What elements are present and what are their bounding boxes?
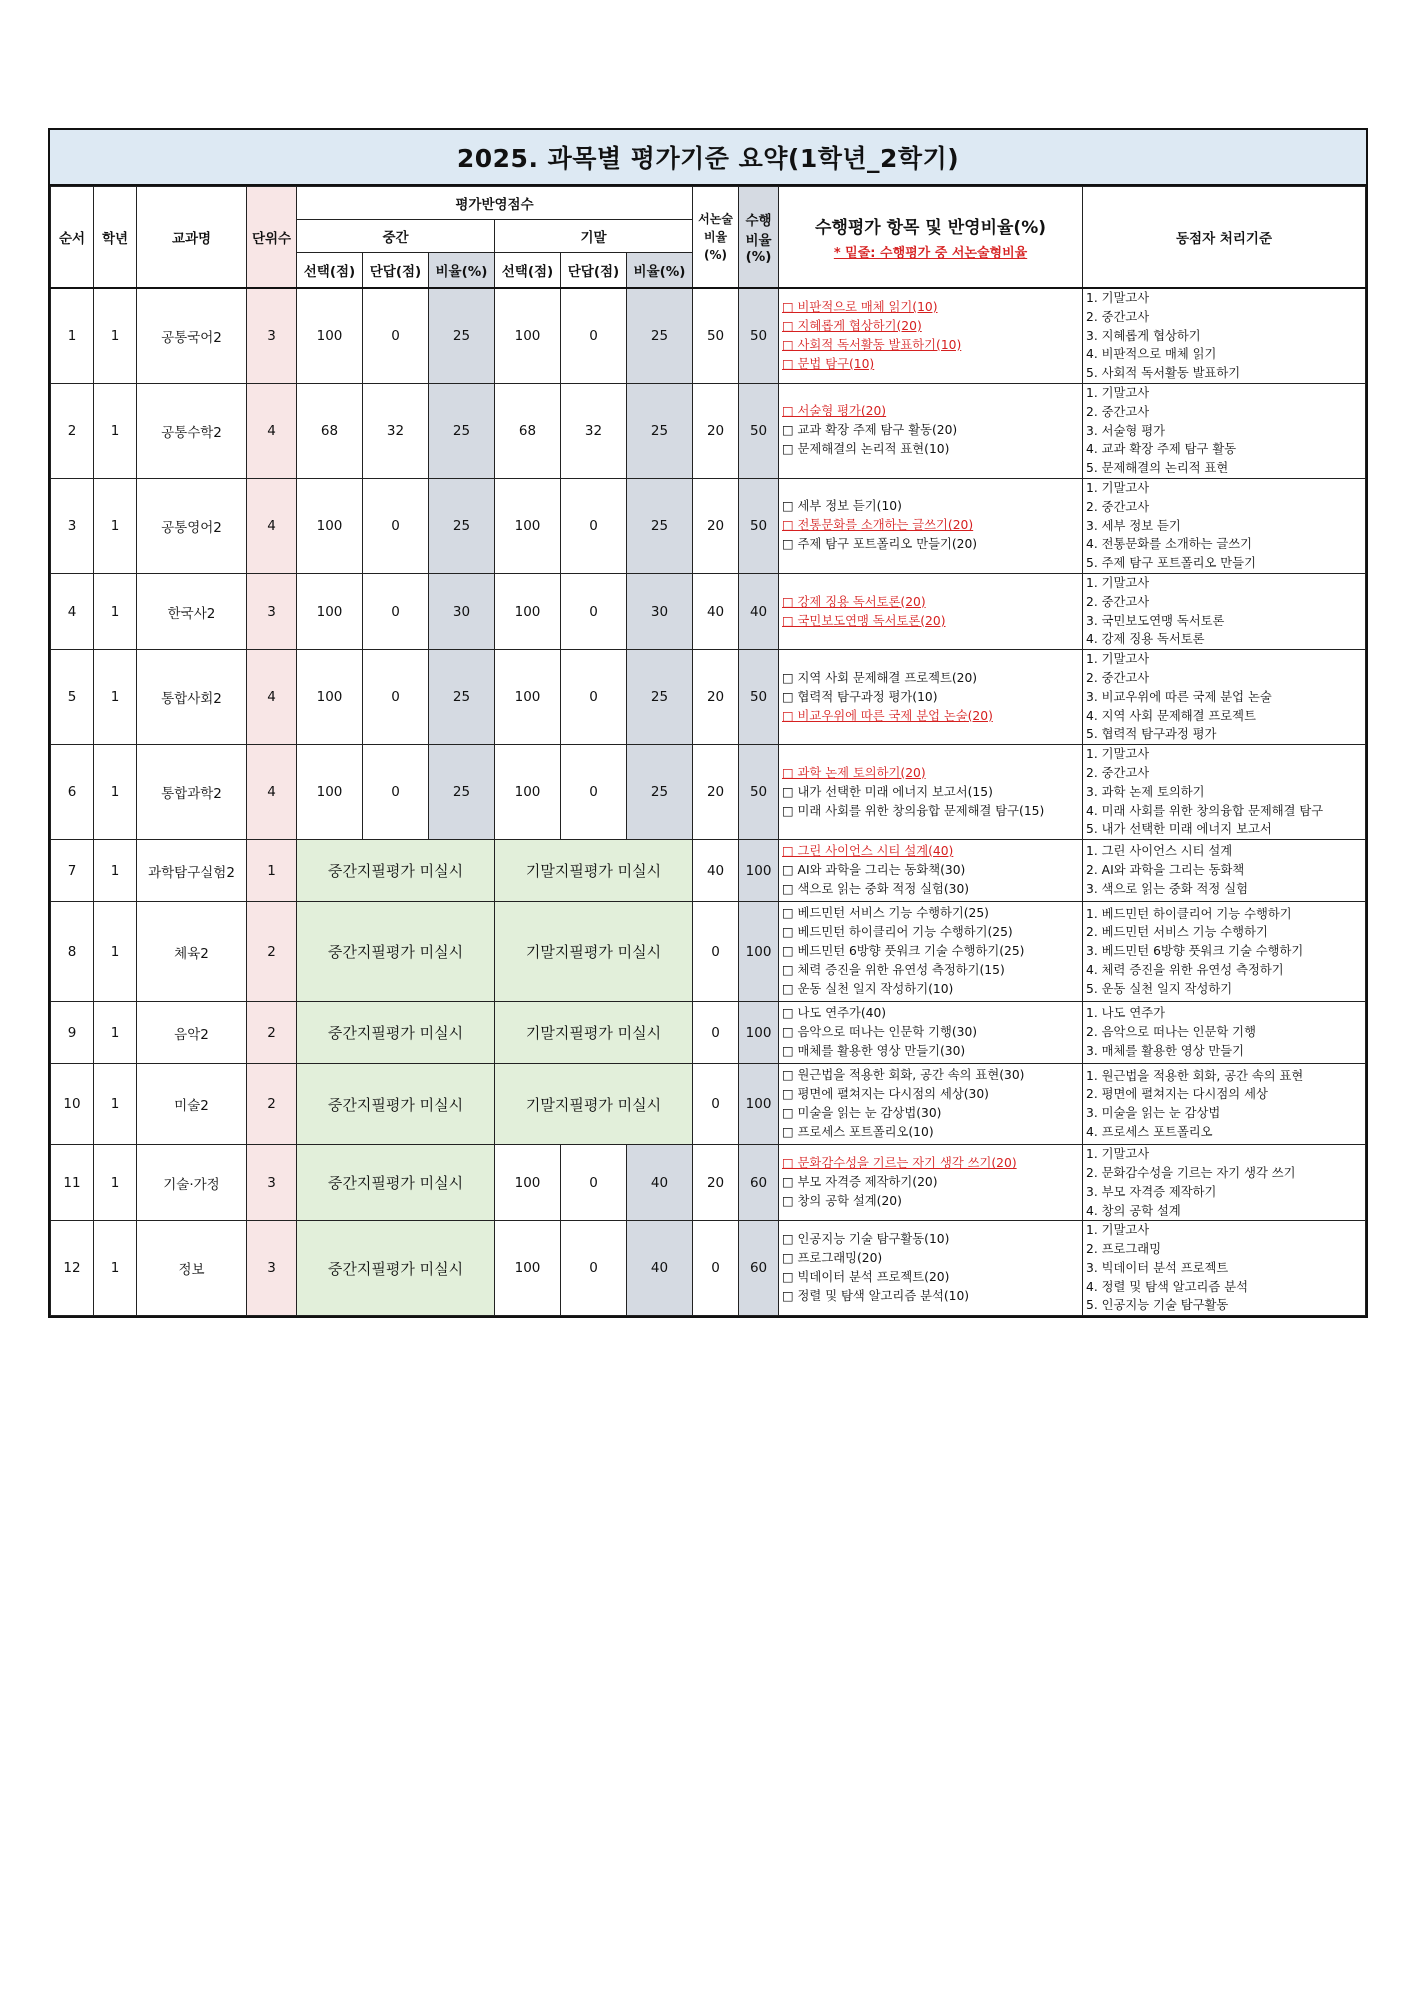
cell-essay-ratio: 0 [693, 1064, 739, 1145]
tie-rule-item: 3. 과학 논제 토의하기 [1086, 784, 1205, 799]
tie-rule-item: 4. 교과 확장 주제 탐구 활동 [1086, 442, 1237, 457]
cell-grade: 1 [94, 383, 137, 478]
cell-perf-ratio: 100 [739, 840, 779, 902]
cell-subject: 음악2 [137, 1002, 247, 1064]
cell-perf-ratio: 50 [739, 478, 779, 573]
cell-grade: 1 [94, 1002, 137, 1064]
perf-item: □ 평면에 펼쳐지는 다시점의 세상(30) [782, 1087, 989, 1102]
tie-rule-item: 4. 전통문화를 소개하는 글쓰기 [1086, 537, 1253, 552]
tie-rule-item: 2. 중간고사 [1086, 404, 1150, 419]
cell-tie-rule [1083, 902, 1366, 1002]
cell-fin-ratio: 25 [627, 288, 693, 383]
perf-item: □ 사회적 독서활동 발표하기(10) [782, 337, 962, 352]
cell-subject: 정보 [137, 1221, 247, 1316]
cell-mid-short: 0 [363, 745, 429, 840]
table-row [51, 573, 1366, 649]
cell-order: 5 [51, 650, 94, 745]
cell-tie-rule [1083, 1064, 1366, 1145]
header-units: 단위수 [247, 187, 297, 289]
tie-rule-item: 3. 색으로 읽는 중화 적정 실험 [1086, 882, 1248, 896]
cell-perf-ratio: 100 [739, 1064, 779, 1145]
perf-item: □ 베드민턴 6방향 풋워크 기술 수행하기(25) [782, 944, 1025, 959]
cell-perf-ratio: 60 [739, 1221, 779, 1316]
tie-rule-item: 2. 중간고사 [1086, 670, 1150, 685]
tie-rule-item: 2. 베드민턴 서비스 기능 수행하기 [1086, 925, 1268, 940]
tie-rule-item: 1. 나도 연주가 [1086, 1006, 1165, 1021]
perf-item: □ 색으로 읽는 중화 적정 실험(30) [782, 882, 970, 897]
perf-item: □ 교과 확장 주제 탐구 활동(20) [782, 423, 958, 438]
tie-rule-item: 3. 지혜롭게 협상하기 [1086, 328, 1201, 343]
cell-fin-ratio: 40 [627, 1221, 693, 1316]
cell-order: 7 [51, 840, 94, 902]
cell-order: 11 [51, 1145, 94, 1221]
cell-fin-ratio: 25 [627, 650, 693, 745]
table-row [51, 840, 1366, 902]
tie-rule-item: 3. 매체를 활용한 영상 만들기 [1086, 1044, 1245, 1058]
cell-tie-rule [1083, 478, 1366, 573]
cell-final-note: 기말지필평가 미실시 [495, 1064, 693, 1145]
cell-perf-ratio: 50 [739, 745, 779, 840]
cell-fin-short: 0 [561, 478, 627, 573]
tie-rule-item: 3. 부모 자격증 제작하기 [1086, 1184, 1217, 1199]
table-row [51, 1002, 1366, 1064]
cell-units: 3 [247, 288, 297, 383]
tie-rule-item: 2. 음악으로 떠나는 인문학 기행 [1086, 1025, 1256, 1040]
header-perf-items: 수행평가 항목 및 반영비율(%) * 밑줄: 수행평가 중 서논술형비율 [779, 187, 1083, 289]
tie-rule-item: 1. 원근법을 적용한 회화, 공간 속의 표현 [1086, 1068, 1304, 1083]
cell-fin-short: 0 [561, 650, 627, 745]
cell-perf-items [779, 840, 1083, 902]
tie-rule-item: 4. 프로세스 포트폴리오 [1086, 1124, 1213, 1139]
tie-rule-item: 2. 중간고사 [1086, 499, 1150, 514]
cell-tie-rule [1083, 650, 1366, 745]
cell-subject: 체육2 [137, 902, 247, 1002]
cell-order: 12 [51, 1221, 94, 1316]
cell-perf-items [779, 1002, 1083, 1064]
cell-fin-choice: 100 [495, 650, 561, 745]
cell-mid-choice: 100 [297, 478, 363, 573]
perf-item: □ 부모 자격증 제작하기(20) [782, 1175, 938, 1190]
tie-rule-item: 2. 프로그래밍 [1086, 1242, 1162, 1257]
tie-rule-item: 3. 빅데이터 분석 프로젝트 [1086, 1260, 1229, 1275]
tie-rule-item: 4. 비판적으로 매체 읽기 [1086, 347, 1217, 362]
tie-rule-item: 1. 기말고사 [1086, 385, 1150, 400]
evaluation-sheet [48, 128, 1368, 1318]
header-mid-ratio: 비율(%) [429, 253, 495, 289]
cell-perf-items [779, 650, 1083, 745]
cell-order: 6 [51, 745, 94, 840]
tie-rule-item: 4. 체력 증진을 위한 유연성 측정하기 [1086, 963, 1284, 977]
table-row [51, 288, 1366, 383]
tie-rule-item: 1. 기말고사 [1086, 291, 1150, 305]
cell-subject: 기술·가정 [137, 1145, 247, 1221]
tie-rule-item: 3. 서술형 평가 [1086, 423, 1165, 438]
tie-rule-item: 1. 기말고사 [1086, 1223, 1150, 1238]
header-midterm: 중간 [297, 220, 495, 253]
cell-tie-rule [1083, 1002, 1366, 1064]
perf-item: □ 비판적으로 매체 읽기(10) [782, 299, 938, 314]
perf-item: □ 지혜롭게 협상하기(20) [782, 318, 922, 333]
cell-grade: 1 [94, 1064, 137, 1145]
cell-mid-ratio: 30 [429, 573, 495, 649]
tie-rule-item: 1. 기말고사 [1086, 747, 1150, 762]
perf-item: □ 문법 탐구(10) [782, 356, 875, 371]
perf-item: □ 미래 사회를 위한 창의융합 문제해결 탐구(15) [782, 803, 1045, 818]
cell-perf-items [779, 478, 1083, 573]
cell-fin-short: 0 [561, 745, 627, 840]
cell-fin-short: 0 [561, 288, 627, 383]
header-grade: 학년 [94, 187, 137, 289]
tie-rule-item: 1. 기말고사 [1086, 1147, 1150, 1162]
table-row [51, 478, 1366, 573]
header-final: 기말 [495, 220, 693, 253]
tie-rule-item: 1. 기말고사 [1086, 480, 1150, 495]
cell-fin-short: 32 [561, 383, 627, 478]
tie-rule-item: 3. 미술을 읽는 눈 감상법 [1086, 1106, 1221, 1121]
tie-rule-item: 2. 문화감수성을 기르는 자기 생각 쓰기 [1086, 1165, 1296, 1180]
table-row [51, 1064, 1366, 1145]
cell-tie-rule [1083, 1221, 1366, 1316]
cell-fin-choice: 100 [495, 573, 561, 649]
perf-item: □ 프로세스 포트폴리오(10) [782, 1125, 934, 1140]
cell-perf-items [779, 1064, 1083, 1145]
cell-essay-ratio: 50 [693, 288, 739, 383]
cell-mid-short: 0 [363, 573, 429, 649]
cell-perf-ratio: 50 [739, 383, 779, 478]
table-row [51, 650, 1366, 745]
cell-units: 4 [247, 745, 297, 840]
cell-grade: 1 [94, 650, 137, 745]
cell-perf-ratio: 100 [739, 902, 779, 1002]
cell-mid-choice: 100 [297, 573, 363, 649]
perf-item: □ 세부 정보 듣기(10) [782, 499, 902, 514]
tie-rule-item: 4. 강제 징용 독서토론 [1086, 632, 1205, 647]
table-row [51, 1145, 1366, 1221]
cell-fin-ratio: 25 [627, 478, 693, 573]
cell-fin-short: 0 [561, 573, 627, 649]
cell-perf-items [779, 383, 1083, 478]
perf-item: □ 음악으로 떠나는 인문학 기행(30) [782, 1025, 978, 1040]
cell-subject: 한국사2 [137, 573, 247, 649]
cell-subject: 공통영어2 [137, 478, 247, 573]
table-row [51, 383, 1366, 478]
tie-rule-item: 2. 평면에 펼쳐지는 다시점의 세상 [1086, 1087, 1268, 1102]
cell-midterm-note: 중간지필평가 미실시 [297, 840, 495, 902]
cell-perf-ratio: 60 [739, 1145, 779, 1221]
header-essay-ratio: 서논술 비율 (%) [693, 187, 739, 289]
cell-final-note: 기말지필평가 미실시 [495, 840, 693, 902]
cell-mid-choice: 68 [297, 383, 363, 478]
perf-item: □ 인공지능 기술 탐구활동(10) [782, 1232, 950, 1247]
cell-fin-ratio: 30 [627, 573, 693, 649]
tie-rule-item: 2. 중간고사 [1086, 765, 1150, 780]
perf-item: □ 프로그래밍(20) [782, 1251, 883, 1266]
cell-subject: 과학탐구실험2 [137, 840, 247, 902]
cell-tie-rule [1083, 288, 1366, 383]
perf-item: □ 국민보도연맹 독서토론(20) [782, 613, 946, 628]
tie-rule-item: 4. 지역 사회 문제해결 프로젝트 [1086, 708, 1256, 723]
cell-perf-ratio: 50 [739, 288, 779, 383]
cell-essay-ratio: 20 [693, 650, 739, 745]
cell-tie-rule [1083, 1145, 1366, 1221]
perf-item: □ 강제 징용 독서토론(20) [782, 594, 926, 609]
cell-units: 4 [247, 383, 297, 478]
cell-fin-choice: 100 [495, 288, 561, 383]
cell-units: 1 [247, 840, 297, 902]
header-mid-choice: 선택(점) [297, 253, 363, 289]
perf-item: □ 원근법을 적용한 회화, 공간 속의 표현(30) [782, 1068, 1025, 1083]
cell-essay-ratio: 20 [693, 745, 739, 840]
cell-perf-ratio: 100 [739, 1002, 779, 1064]
cell-tie-rule [1083, 745, 1366, 840]
perf-item: □ 정렬 및 탐색 알고리즘 분석(10) [782, 1289, 970, 1304]
cell-order: 2 [51, 383, 94, 478]
header-fin-ratio: 비율(%) [627, 253, 693, 289]
cell-fin-short: 0 [561, 1221, 627, 1316]
cell-essay-ratio: 40 [693, 573, 739, 649]
cell-essay-ratio: 20 [693, 478, 739, 573]
perf-item: □ 나도 연주가(40) [782, 1006, 887, 1021]
tie-rule-item: 2. 중간고사 [1086, 309, 1150, 324]
cell-midterm-note: 중간지필평가 미실시 [297, 1221, 495, 1316]
cell-essay-ratio: 0 [693, 1221, 739, 1316]
cell-perf-items [779, 1221, 1083, 1316]
cell-subject: 미술2 [137, 1064, 247, 1145]
tie-rule-item: 2. 중간고사 [1086, 594, 1150, 609]
cell-perf-items [779, 573, 1083, 649]
perf-item: □ 미술을 읽는 눈 감상법(30) [782, 1106, 942, 1121]
cell-units: 4 [247, 650, 297, 745]
cell-subject: 공통국어2 [137, 288, 247, 383]
cell-order: 10 [51, 1064, 94, 1145]
header-subject: 교과명 [137, 187, 247, 289]
cell-order: 9 [51, 1002, 94, 1064]
cell-units: 2 [247, 1002, 297, 1064]
cell-fin-ratio: 25 [627, 383, 693, 478]
perf-item: □ 과학 논제 토의하기(20) [782, 765, 926, 780]
perf-item: □ 베드민턴 하이클리어 기능 수행하기(25) [782, 925, 1013, 940]
cell-fin-choice: 100 [495, 478, 561, 573]
cell-fin-ratio: 40 [627, 1145, 693, 1221]
cell-mid-ratio: 25 [429, 478, 495, 573]
cell-subject: 통합과학2 [137, 745, 247, 840]
tie-rule-item: 2. AI와 과학을 그리는 동화책 [1086, 863, 1245, 878]
header-tie-rule: 동점자 처리기준 [1083, 187, 1366, 289]
cell-units: 3 [247, 573, 297, 649]
cell-fin-short: 0 [561, 1145, 627, 1221]
cell-tie-rule [1083, 840, 1366, 902]
tie-rule-item: 5. 협력적 탐구과정 평가 [1086, 727, 1217, 742]
perf-item: □ 매체를 활용한 영상 만들기(30) [782, 1044, 966, 1059]
cell-grade: 1 [94, 288, 137, 383]
cell-order: 8 [51, 902, 94, 1002]
perf-item: □ 내가 선택한 미래 에너지 보고서(15) [782, 784, 993, 799]
cell-midterm-note: 중간지필평가 미실시 [297, 902, 495, 1002]
cell-mid-ratio: 25 [429, 650, 495, 745]
cell-essay-ratio: 0 [693, 902, 739, 1002]
cell-units: 4 [247, 478, 297, 573]
tie-rule-item: 1. 베드민턴 하이클리어 기능 수행하기 [1086, 906, 1292, 921]
cell-fin-choice: 68 [495, 383, 561, 478]
cell-perf-ratio: 40 [739, 573, 779, 649]
cell-mid-choice: 100 [297, 650, 363, 745]
cell-essay-ratio: 20 [693, 1145, 739, 1221]
perf-item: □ 창의 공학 설계(20) [782, 1194, 902, 1209]
cell-order: 4 [51, 573, 94, 649]
tie-rule-item: 5. 사회적 독서활동 발표하기 [1086, 366, 1241, 381]
perf-item: □ 베드민턴 서비스 기능 수행하기(25) [782, 906, 989, 921]
tie-rule-item: 5. 문제해결의 논리적 표현 [1086, 461, 1229, 476]
cell-mid-ratio: 25 [429, 288, 495, 383]
tie-rule-item: 5. 인공지능 기술 탐구활동 [1086, 1298, 1229, 1313]
tie-rule-item: 5. 내가 선택한 미래 에너지 보고서 [1086, 822, 1272, 837]
cell-order: 3 [51, 478, 94, 573]
header-fin-choice: 선택(점) [495, 253, 561, 289]
cell-grade: 1 [94, 840, 137, 902]
table-row [51, 1221, 1366, 1316]
cell-grade: 1 [94, 902, 137, 1002]
header-mid-short: 단답(점) [363, 253, 429, 289]
cell-subject: 공통수학2 [137, 383, 247, 478]
perf-item: □ 주제 탐구 포트폴리오 만들기(20) [782, 537, 978, 552]
tie-rule-item: 3. 세부 정보 듣기 [1086, 518, 1181, 533]
perf-item: □ 전통문화를 소개하는 글쓰기(20) [782, 518, 974, 533]
cell-units: 2 [247, 1064, 297, 1145]
cell-mid-ratio: 25 [429, 383, 495, 478]
cell-mid-short: 0 [363, 650, 429, 745]
tie-rule-item: 3. 베드민턴 6방향 풋워크 기술 수행하기 [1086, 944, 1304, 959]
tie-rule-item: 1. 그린 사이언스 시티 설계 [1086, 844, 1233, 859]
cell-perf-items [779, 745, 1083, 840]
cell-essay-ratio: 40 [693, 840, 739, 902]
header-exam-scores: 평가반영점수 [297, 187, 693, 220]
header-perf-ratio: 수행 비율 (%) [739, 187, 779, 289]
cell-essay-ratio: 20 [693, 383, 739, 478]
cell-fin-choice: 100 [495, 1221, 561, 1316]
cell-midterm-note: 중간지필평가 미실시 [297, 1064, 495, 1145]
tie-rule-item: 3. 비교우위에 따른 국제 분업 논술 [1086, 689, 1272, 704]
cell-grade: 1 [94, 1145, 137, 1221]
cell-grade: 1 [94, 745, 137, 840]
cell-grade: 1 [94, 478, 137, 573]
cell-units: 3 [247, 1221, 297, 1316]
tie-rule-item: 5. 주제 탐구 포트폴리오 만들기 [1086, 556, 1256, 571]
tie-rule-item: 4. 창의 공학 설계 [1086, 1203, 1181, 1218]
cell-units: 2 [247, 902, 297, 1002]
cell-tie-rule [1083, 383, 1366, 478]
tie-rule-item: 4. 미래 사회를 위한 창의융합 문제해결 탐구 [1086, 803, 1324, 818]
cell-mid-short: 0 [363, 288, 429, 383]
table-row [51, 745, 1366, 840]
cell-fin-choice: 100 [495, 1145, 561, 1221]
cell-essay-ratio: 0 [693, 1002, 739, 1064]
tie-rule-item: 4. 정렬 및 탐색 알고리즘 분석 [1086, 1279, 1248, 1294]
cell-perf-items [779, 902, 1083, 1002]
perf-item: □ 운동 실천 일지 작성하기(10) [782, 982, 954, 997]
page-title: 2025. 과목별 평가기준 요약(1학년_2학기) [50, 130, 1366, 186]
tie-rule-item: 3. 국민보도연맹 독서토론 [1086, 613, 1225, 628]
perf-item: □ 빅데이터 분석 프로젝트(20) [782, 1270, 950, 1285]
cell-mid-short: 32 [363, 383, 429, 478]
cell-fin-choice: 100 [495, 745, 561, 840]
cell-mid-ratio: 25 [429, 745, 495, 840]
cell-mid-choice: 100 [297, 288, 363, 383]
perf-item: □ 비교우위에 따른 국제 분업 논술(20) [782, 708, 993, 723]
perf-item: □ 문화감수성을 기르는 자기 생각 쓰기(20) [782, 1156, 1017, 1171]
perf-item: □ AI와 과학을 그리는 동화책(30) [782, 863, 966, 878]
cell-subject: 통합사회2 [137, 650, 247, 745]
perf-item: □ 협력적 탐구과정 평가(10) [782, 689, 938, 704]
perf-item: □ 서술형 평가(20) [782, 404, 887, 419]
cell-midterm-note: 중간지필평가 미실시 [297, 1002, 495, 1064]
cell-grade: 1 [94, 573, 137, 649]
cell-order: 1 [51, 288, 94, 383]
cell-mid-choice: 100 [297, 745, 363, 840]
cell-units: 3 [247, 1145, 297, 1221]
table-row [51, 902, 1366, 1002]
cell-grade: 1 [94, 1221, 137, 1316]
cell-fin-ratio: 25 [627, 745, 693, 840]
cell-perf-items [779, 288, 1083, 383]
perf-item: □ 체력 증진을 위한 유연성 측정하기(15) [782, 963, 1005, 978]
tie-rule-item: 5. 운동 실천 일지 작성하기 [1086, 981, 1233, 996]
cell-perf-ratio: 50 [739, 650, 779, 745]
cell-tie-rule [1083, 573, 1366, 649]
cell-mid-short: 0 [363, 478, 429, 573]
perf-item: □ 문제해결의 논리적 표현(10) [782, 442, 950, 457]
tie-rule-item: 1. 기말고사 [1086, 652, 1150, 667]
header-fin-short: 단답(점) [561, 253, 627, 289]
perf-item: □ 그린 사이언스 시티 설계(40) [782, 844, 954, 859]
cell-midterm-note: 중간지필평가 미실시 [297, 1145, 495, 1221]
cell-final-note: 기말지필평가 미실시 [495, 1002, 693, 1064]
cell-final-note: 기말지필평가 미실시 [495, 902, 693, 1002]
header-order: 순서 [51, 187, 94, 289]
evaluation-table [50, 186, 1366, 1316]
perf-item: □ 지역 사회 문제해결 프로젝트(20) [782, 670, 978, 685]
tie-rule-item: 1. 기말고사 [1086, 575, 1150, 590]
cell-perf-items [779, 1145, 1083, 1221]
